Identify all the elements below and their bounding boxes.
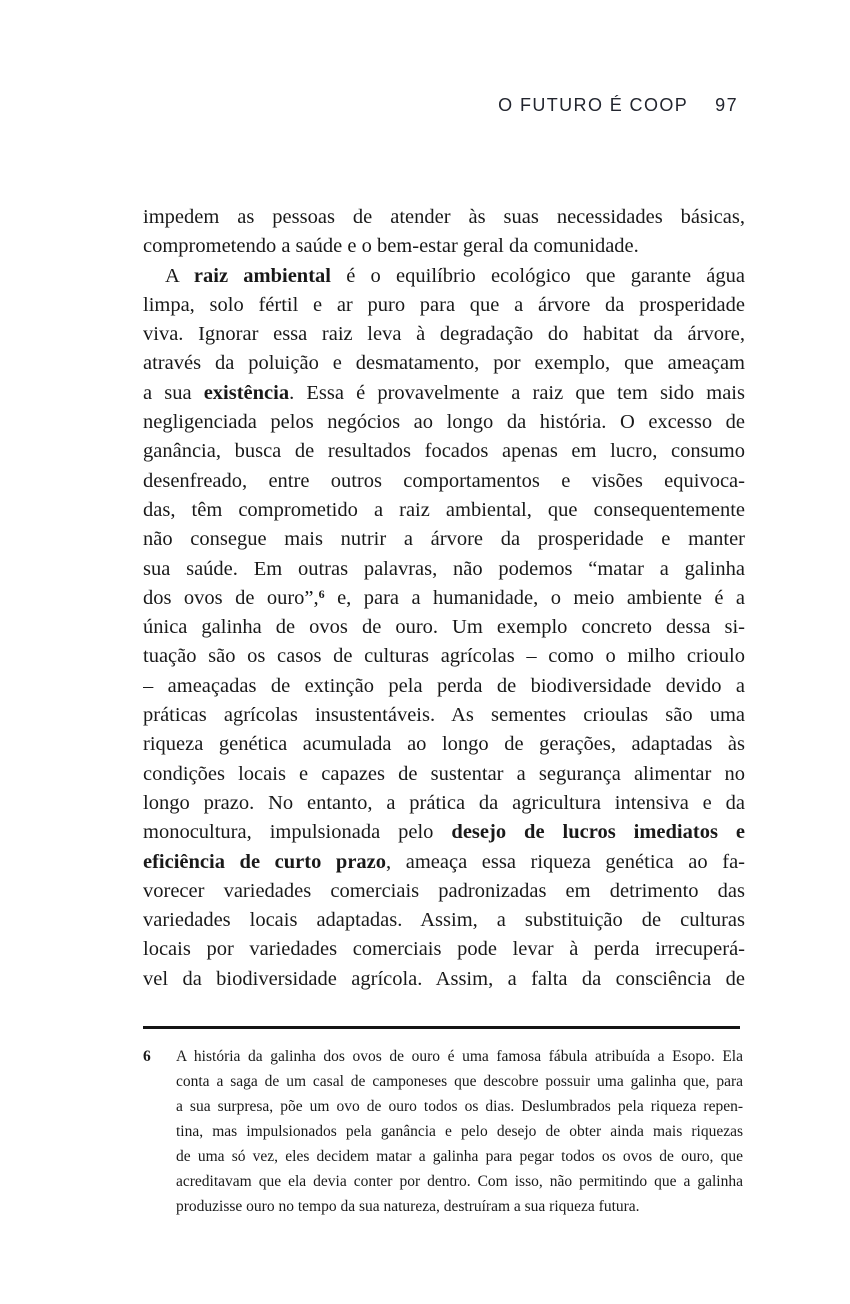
text-segment: , ameaça essa riqueza genética ao fa- — [386, 850, 745, 873]
body-line — [143, 848, 745, 877]
text-segment: a sua surpresa, põe um ovo de ouro todos os dias. Deslumbrados pela riqueza repen- — [176, 1098, 743, 1115]
text-segment: variedades locais adaptadas. Assim, a substituição de culturas — [143, 909, 745, 932]
text-segment: através da poluição e desmatamento, por exemplo, que ameaçam — [143, 352, 745, 375]
text-segment: existência — [203, 381, 290, 404]
footnote — [143, 1044, 743, 1219]
text-segment: viva. Ignorar essa raiz leva à degradação do habitat da árvore, — [143, 323, 745, 346]
body-line — [143, 701, 745, 730]
text-segment: monocultura, impulsionada pelo — [143, 821, 452, 844]
body-line — [143, 760, 745, 789]
body-line — [143, 496, 745, 525]
text-segment: . Essa é provavelmente a raiz que tem sido mais — [289, 381, 745, 404]
text-segment: desejo de lucros imediatos e — [451, 821, 745, 844]
text-segment: longo prazo. No entanto, a prática da agricultura intensiva e da — [143, 791, 745, 814]
text-segment: sua saúde. Em outras palavras, não podemos “matar a galinha — [143, 557, 745, 580]
body-line — [143, 613, 745, 642]
footnote-line — [176, 1169, 743, 1194]
footnote-line — [176, 1144, 743, 1169]
footnote-text — [176, 1044, 743, 1219]
body-text — [143, 203, 745, 994]
body-line — [143, 906, 745, 935]
text-segment: comprometendo a saúde e o bem-estar geral da comunidade. — [143, 235, 639, 258]
footnote-line — [176, 1094, 743, 1119]
body-line — [143, 291, 745, 320]
text-segment: a sua — [143, 381, 204, 404]
text-segment: condições locais e capazes de sustentar a segurança alimentar no — [143, 762, 745, 785]
body-line — [143, 965, 745, 994]
body-line — [143, 642, 745, 671]
text-segment: não consegue mais nutrir a árvore da prosperidade e manter — [143, 528, 745, 551]
body-line — [143, 584, 745, 613]
footnote-line — [176, 1119, 743, 1144]
text-segment: vel da biodiversidade agrícola. Assim, a falta da consciência de — [143, 967, 745, 990]
body-line — [143, 730, 745, 759]
body-line — [143, 437, 745, 466]
text-segment: é o equilíbrio ecológico que garante água — [330, 264, 745, 287]
text-segment: riqueza genética acumulada ao longo de gerações, adaptadas às — [143, 733, 745, 756]
text-segment: produzisse ouro no tempo da sua natureza, destruíram a sua riqueza futura. — [176, 1198, 640, 1215]
text-segment: tina, mas impulsionados pela ganância e pelo desejo de obter ainda mais riquezas — [176, 1123, 743, 1140]
footnote-reference: 6 — [318, 586, 325, 601]
body-line — [143, 672, 745, 701]
text-segment: e, para a humanidade, o meio ambiente é a — [324, 586, 745, 609]
text-segment: tuação são os casos de culturas agrícolas – como o milho crioulo — [143, 645, 745, 668]
text-segment: acreditavam que ela devia conter por dentro. Com isso, não permitindo que a galinha — [176, 1173, 743, 1190]
text-segment: A história da galinha dos ovos de ouro é uma famosa fábula atribuída a Esopo. Ela — [176, 1048, 743, 1065]
body-line — [143, 349, 745, 378]
running-header-title: O FUTURO É COOP — [498, 95, 689, 115]
text-segment: das, têm comprometido a raiz ambiental, que consequentemente — [143, 498, 745, 521]
text-segment: limpa, solo fértil e ar puro para que a árvore da prosperidade — [143, 293, 745, 316]
body-line — [143, 262, 745, 291]
text-segment: locais por variedades comerciais pode levar à perda irrecuperá- — [143, 938, 745, 961]
body-line — [143, 789, 745, 818]
body-line — [143, 203, 745, 232]
text-segment: desenfreado, entre outros comportamentos e visões equivoca- — [143, 469, 745, 492]
text-segment: negligenciada pelos negócios ao longo da história. O excesso de — [143, 411, 745, 434]
text-segment: ganância, busca de resultados focados apenas em lucro, consumo — [143, 440, 745, 463]
text-segment: vorecer variedades comerciais padronizadas em detrimento das — [143, 879, 745, 902]
running-header — [0, 95, 738, 116]
text-segment: dos ovos de ouro”, — [143, 586, 319, 609]
page-number: 97 — [715, 95, 738, 115]
text-segment: raiz ambiental — [193, 264, 331, 287]
footnote-line — [176, 1069, 743, 1094]
text-segment: conta a saga de um casal de camponeses que descobre possuir uma galinha que, para — [176, 1073, 743, 1090]
footnote-divider — [143, 1026, 740, 1029]
footnote-line — [176, 1194, 743, 1219]
body-line — [143, 232, 745, 261]
text-segment: impedem as pessoas de atender às suas necessidades básicas, — [143, 206, 745, 228]
text-segment: eficiência de curto prazo — [143, 850, 387, 873]
text-segment: única galinha de ovos de ouro. Um exemplo concreto dessa si- — [143, 616, 745, 639]
body-line — [143, 525, 745, 554]
text-segment: – ameaçadas de extinção pela perda de biodiversidade devido a — [143, 674, 745, 697]
body-line — [143, 555, 745, 584]
body-line — [143, 467, 745, 496]
body-line — [143, 818, 745, 847]
text-segment: A — [165, 264, 194, 287]
body-line — [143, 379, 745, 408]
footnote-line — [176, 1044, 743, 1069]
body-line — [143, 320, 745, 349]
body-line — [143, 935, 745, 964]
footnote-marker: 6 — [143, 1048, 151, 1065]
body-line — [143, 408, 745, 437]
text-segment: práticas agrícolas insustentáveis. As sementes crioulas são uma — [143, 704, 745, 727]
text-segment: de uma só vez, eles decidem matar a galinha para pegar todos os ovos de ouro, que — [176, 1148, 743, 1165]
body-line — [143, 877, 745, 906]
